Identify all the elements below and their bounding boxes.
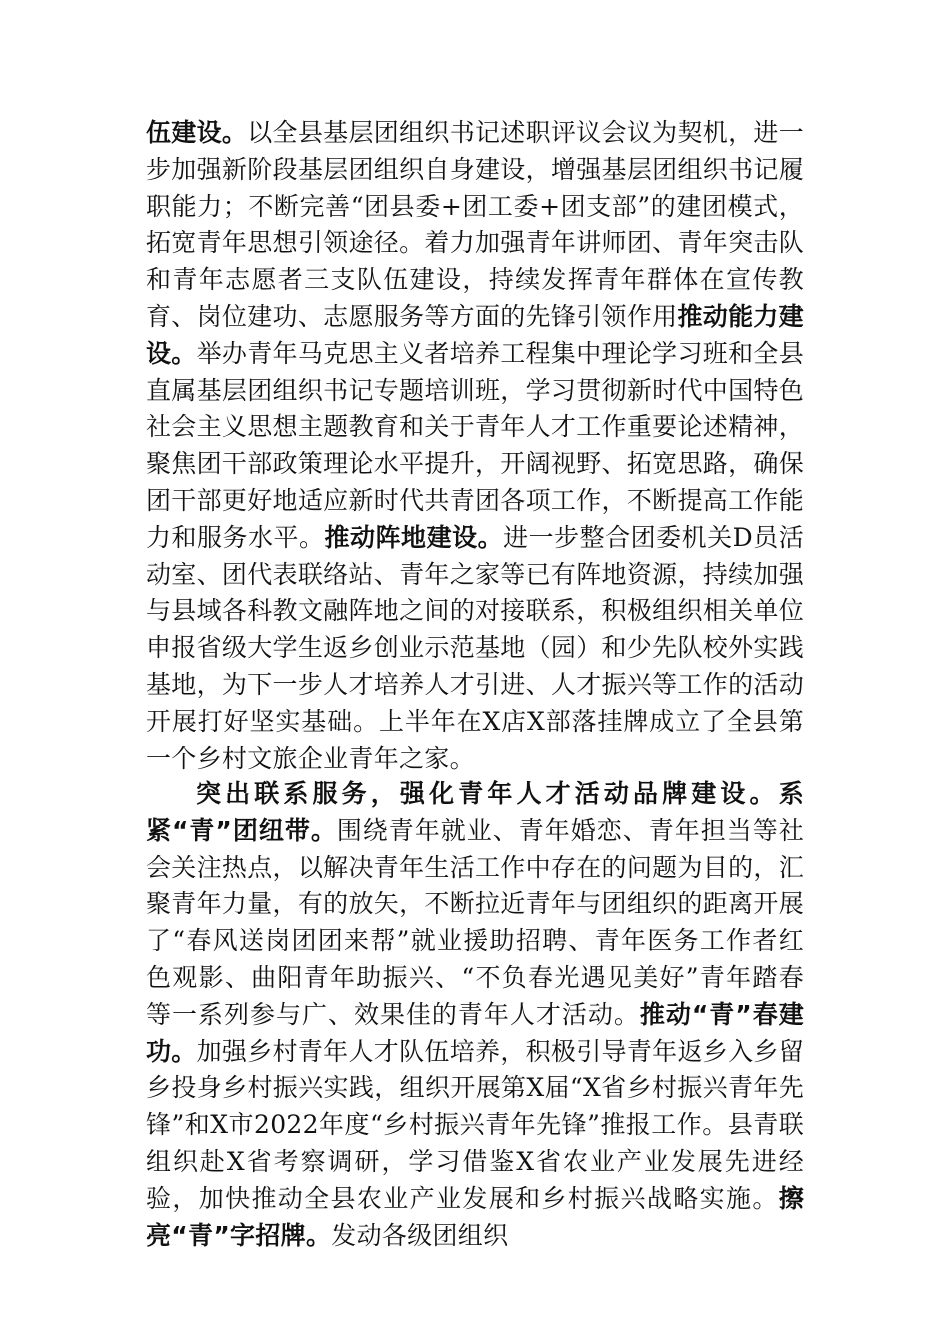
body-text-1b: 举办青年马克思主义者培养工程集中理论学习班和全县直属基层团组织书记专题培训班，学习贯彻新时代中国特色社会主义思想主题教育和关于青年人才工作重要论述精神，聚焦团干部政策理论水平提升，开阔视野、拓宽思路，确保团干部更好地适应新时代共青团各项工作，不断提高工作能力和服务水平。 <box>146 338 804 552</box>
heading-youth-bond: 系紧“青”团纽带。 <box>146 779 804 845</box>
body-text-2a: 围绕青年就业、青年婚恋、青年担当等社会关注热点，以解决青年生活工作中存在的问题为目的，汇聚青年力量，有的放矢，不断拉近青年与团组织的距离开展了“春风送岗团团来帮”就业援助招聘、青年医务工作者红色观影、曲阳青年助振兴、“不负春光遇见美好”青年踏春等一系列参与广、效果佳的青年人才活动。 <box>146 815 804 1029</box>
section-heading-service: 突出联系服务，强化青年人才活动品牌建设。 <box>196 779 779 808</box>
heading-youth-brand: 擦亮“青”字招牌。 <box>146 1183 804 1250</box>
body-text-1c: 进一步整合团委机关D员活动室、团代表联络站、青年之家等已有阵地资源，持续加强与县域各科教文融阵地之间的对接联系，积极组织相关单位申报省级大学生返乡创业示范基地（园）和少先队校外实践基地，为下一步人才培养人才引进、人才振兴等工作的活动开展打好坚实基础。上半年在X店X部落挂牌成立了全县第一个乡村文旅企业青年之家。 <box>146 522 804 773</box>
body-text-2b: 加强乡村青年人才队伍培养，积极引导青年返乡入乡留乡投身乡村振兴实践，组织开展第X届“X省乡村振兴青年先锋”和X市2022年度“乡村振兴青年先锋”推报工作。县青联组织赴X省考察调研，学习借鉴X省农业产业发展先进经验，加快推动全县农业产业发展和乡村振兴战略实施。 <box>146 1036 804 1213</box>
body-text-2c: 发动各级团组织 <box>331 1220 509 1250</box>
heading-position-building: 推动阵地建设。 <box>324 522 504 552</box>
heading-capability-building: 推动能力建设。 <box>146 301 804 368</box>
body-text-1a: 以全县基层团组织书记述职评议会议为契机，进一步加强新阶段基层团组织自身建设，增强基层团组织书记履职能力；不断完善“团县委+团工委+团支部”的建团模式，拓宽青年思想引领途径。着力加强青年讲师团、青年突击队和青年志愿者三支队伍建设，持续发挥青年群体在宣传教育、岗位建功、志愿服务等方面的先锋引领作用 <box>146 118 804 331</box>
heading-youth-achievement: 推动“青”春建功。 <box>146 999 804 1066</box>
paragraph-1 <box>146 115 804 777</box>
heading-team-building: 伍建设。 <box>146 118 248 147</box>
paragraph-2 <box>146 776 804 1254</box>
